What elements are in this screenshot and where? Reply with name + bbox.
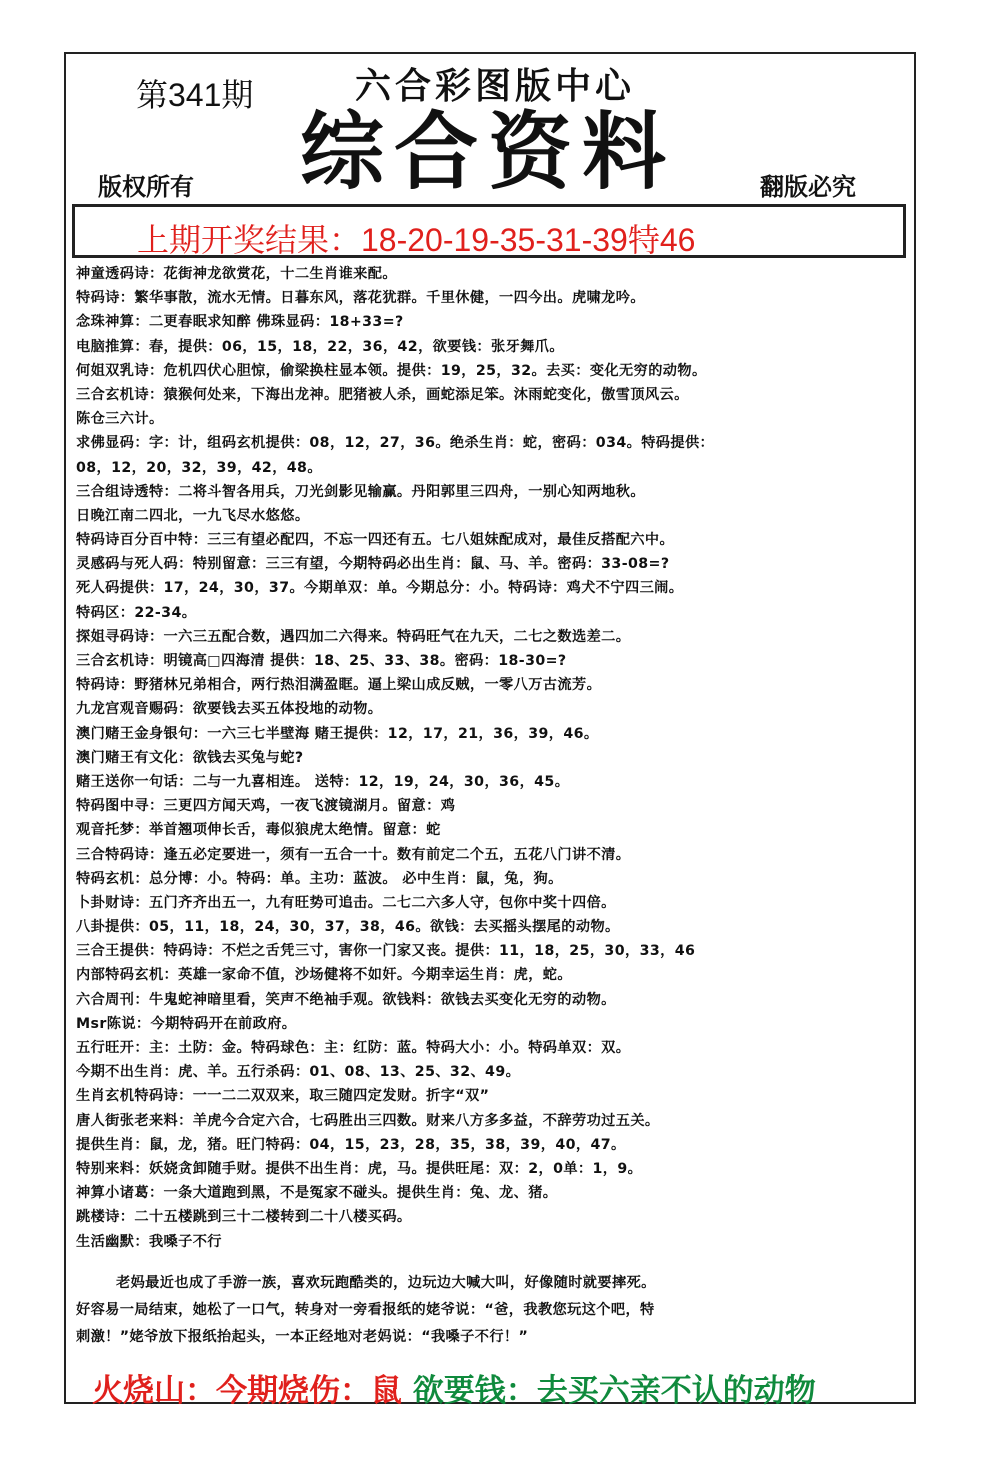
tip-line: 电脑推算：春，提供：06，15，18，22，36，42，欲要钱：张牙舞爪。: [76, 338, 564, 355]
tip-line: Msr陈说：今期特码开在前政府。: [76, 1015, 297, 1032]
tip-line: 三合玄机诗：猿猴何处来，下海出龙神。肥猪被人杀，画蛇添足笨。沐雨蛇变化，傲雪顶风云。: [76, 386, 689, 403]
joke-line: 刺激！”姥爷放下报纸抬起头，一本正经地对老妈说：“我嗓子不行！”: [76, 1329, 529, 1345]
publisher-title: 六合彩图版中心: [355, 65, 636, 107]
tip-line: 唐人街张老来料：羊虎今合定六合，七码胜出三四数。财来八方多多益，不辞劳功过五关。: [76, 1112, 660, 1129]
footer-red-text: 火烧山：今期烧伤：鼠: [92, 1373, 402, 1409]
tip-line: 澳门赌王金身银句：一六三七半壁海 赌王提供：12，17，21，36，39，46。: [76, 725, 599, 742]
tip-line: 跳楼诗：二十五楼跳到三十二楼转到二十八楼买码。: [76, 1209, 412, 1226]
tip-line: 08，12，20，32，39，42，48。: [76, 459, 322, 476]
tip-line: 三合特码诗：逢五必定要进一，须有一五合一十。数有前定二个五，五花八门讲不清。: [76, 846, 631, 863]
tip-line: 特码诗：野猪林兄弟相合，两行热泪满盈眶。逼上梁山成反贼，一零八万古流芳。: [76, 677, 602, 694]
tip-line: 念珠神算：二更春眠求知醉 佛珠显码：18+33=?: [76, 314, 404, 331]
tip-line: 八卦提供：05，11，18，24，30，37，38，46。欲钱：去买摇头摆尾的动物。: [76, 919, 620, 936]
tip-line: 特码区：22-34。: [76, 604, 197, 621]
tip-line: 内部特码玄机：英雄一家命不值，沙场健将不如奸。今期幸运生肖：虎，蛇。: [76, 967, 572, 984]
tip-line: 提供生肖：鼠，龙，猪。旺门特码：04，15，23，28，35，38，39，40，47。: [76, 1136, 626, 1153]
tip-line: 九龙宫观音赐码：欲要钱去买五体投地的动物。: [76, 701, 383, 718]
main-title: 综合资料: [300, 102, 677, 201]
tip-line: 赌王送你一句话：二与一九喜相连。 送特：12，19，24，30，36，45。: [76, 773, 570, 790]
tip-line: 三合玄机诗：明镜高□四海清 提供：18、25、33、38。密码：18-30=?: [76, 653, 567, 669]
tip-line: 今期不出生肖：虎、羊。五行杀码：01、08、13、25、32、49。: [76, 1064, 521, 1081]
footer-green-text: 欲要钱：去买六亲不认的动物: [402, 1373, 816, 1409]
tip-line: 生活幽默：我嗓子不行: [76, 1233, 222, 1250]
last-draw-result-box: [72, 204, 906, 258]
tip-line: 神算小诸葛：一条大道跑到黑，不是冤家不碰头。提供生肖：兔、龙、猪。: [76, 1185, 558, 1202]
footer-banner: [92, 1365, 816, 1410]
tip-line: 六合周刊：牛鬼蛇神暗里看，笑声不绝袖手观。欲钱料：欲钱去买变化无穷的动物。: [76, 991, 616, 1008]
tip-line: 日晚江南二四北，一九飞尽水悠悠。: [76, 507, 310, 524]
tip-line: 特别来料：妖娆贪卸随手财。提供不出生肖：虎，马。提供旺尾：双：2，0单：1，9。: [76, 1160, 643, 1177]
tip-line: 特码图中寻：三更四方闻天鸡，一夜飞渡镜湖月。留意：鸡: [76, 798, 456, 815]
tip-line: 生肖玄机特码诗：一一二二双双来，取三随四定发财。折字“双”: [76, 1088, 490, 1105]
tip-line: 死人码提供：17，24，30，37。今期单双：单。今期总分：小。特码诗：鸡犬不宁四三闹。: [76, 580, 684, 597]
joke-line: 老妈最近也成了手游一族，喜欢玩跑酷类的，边玩边大喊大叫，好像随时就要摔死。: [116, 1275, 656, 1291]
tip-line: 卜卦财诗：五门齐齐出五一，九有旺势可追击。二七二六多人守，包你中奖十四倍。: [76, 894, 616, 911]
issue-number: 第341期: [136, 77, 254, 113]
tip-line: 澳门赌王有文化：欲钱去买兔与蛇?: [76, 749, 304, 766]
tip-line: 特码诗百分百中特：三三有望必配四，不忘一四还有五。七八姐妹配成对，最佳反搭配六中。: [76, 532, 675, 549]
tips-list: [76, 262, 906, 1254]
joke-line: 好容易一局结束，她松了一口气，转身对一旁看报纸的姥爷说：“爸，我教您玩这个吧，特: [76, 1302, 655, 1318]
tip-line: 求佛显码：字：计，组码玄机提供：08，12，27，36。绝杀生肖：蛇，密码：034。特码提供：: [76, 435, 715, 452]
anti-piracy-label: 翻版必究: [760, 172, 856, 201]
last-draw-result: 上期开奖结果：18-20-19-35-31-39特46: [137, 222, 696, 258]
tip-line: 神童透码诗：花街神龙欲赏花，十二生肖谁来配。: [76, 266, 397, 282]
tip-line: 陈仓三六计。: [76, 411, 164, 428]
copyright-label: 版权所有: [98, 172, 194, 201]
tip-line: 探姐寻码诗：一六三五配合数，遇四加二六得来。特码旺气在九天，二七之数选差二。: [76, 628, 631, 645]
tip-line: 三合王提供：特码诗：不烂之舌凭三寸，害你一门家又丧。提供：11，18，25，30，33，46: [76, 943, 696, 960]
tip-line: 特码玄机：总分博：小。特码：单。主功：蓝波。 必中生肖：鼠，兔，狗。: [76, 870, 563, 887]
tip-line: 观音托梦：举首翘项伸长舌，毒似狼虎太绝情。留意：蛇: [76, 822, 441, 839]
joke-paragraph: [76, 1270, 906, 1351]
tip-line: 三合组诗透特：二将斗智各用兵，刀光剑影见输赢。丹阳郭里三四舟，一别心知两地秋。: [76, 483, 645, 500]
tip-line: 灵感码与死人码：特别留意：三三有望，今期特码必出生肖：鼠、马、羊。密码：33-08=?: [76, 556, 670, 573]
tip-line: 五行旺开：主：土防：金。特码球色：主：红防：蓝。特码大小：小。特码单双：双。: [76, 1040, 631, 1056]
tip-line: 何姐双乳诗：危机四伏心胆惊，偷梁换柱显本领。提供：19，25，32。去买：变化无穷的动物。: [76, 362, 707, 379]
tip-line: 特码诗：繁华事散，流水无情。日暮东风，落花犹群。千里休健，一四今出。虎啸龙吟。: [76, 290, 645, 307]
